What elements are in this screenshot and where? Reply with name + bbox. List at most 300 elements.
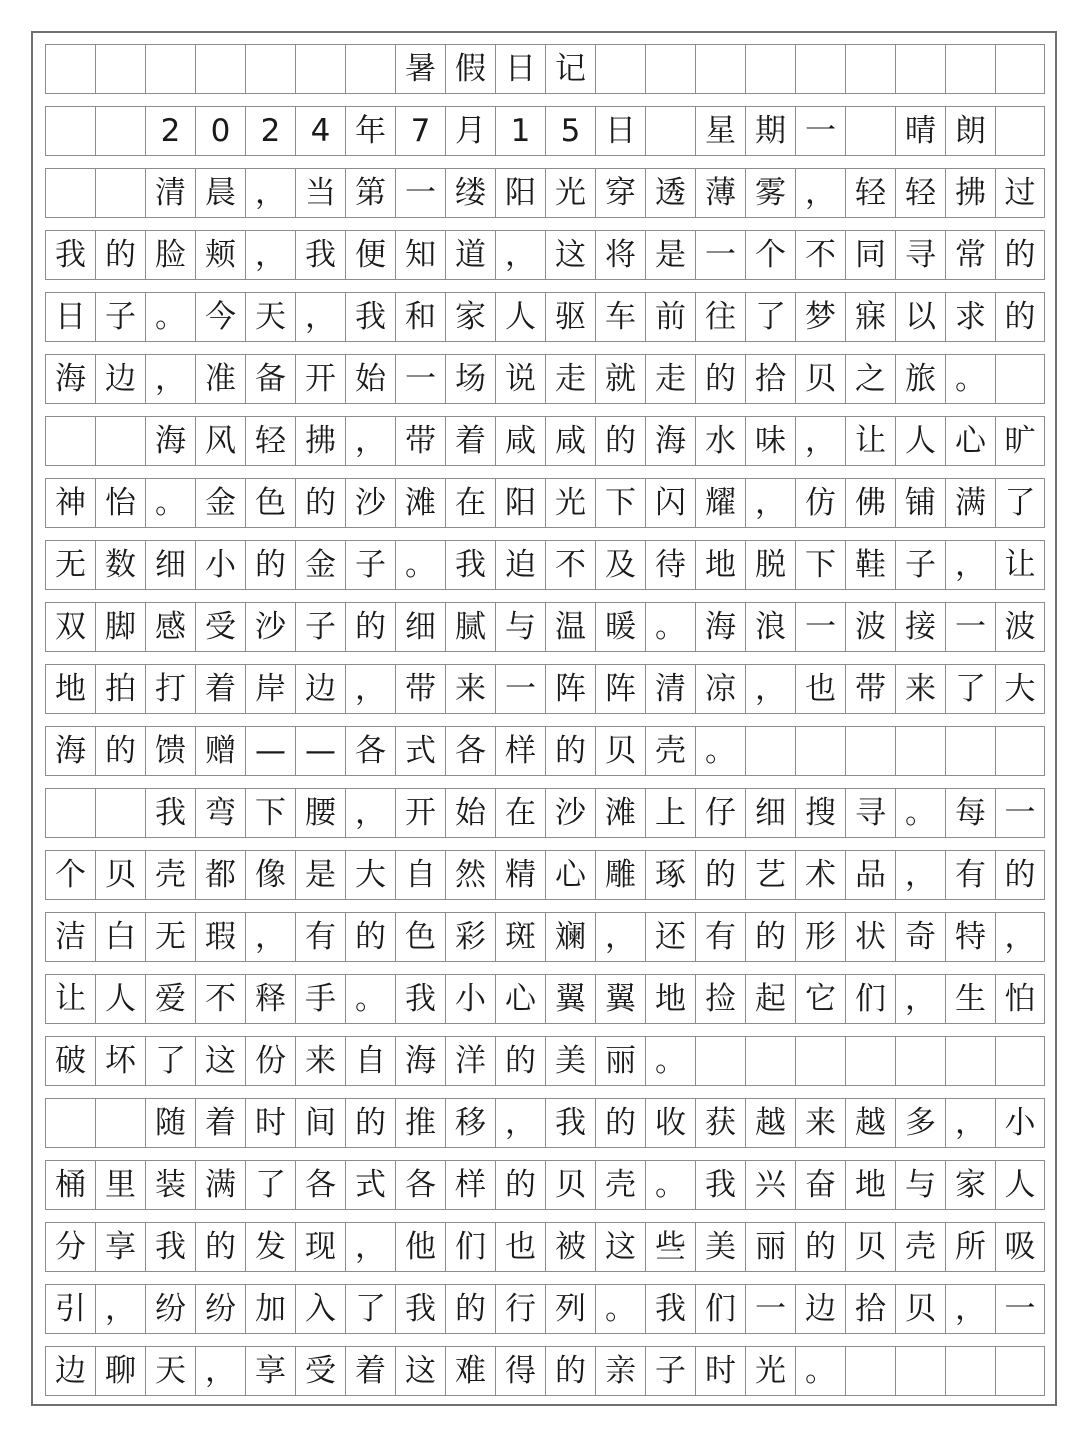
grid-cell: ，: [145, 354, 195, 404]
grid-cell: 了: [995, 478, 1045, 528]
grid-cell: 之: [845, 354, 895, 404]
grid-cell: 样: [495, 726, 545, 776]
grid-cell: ，: [795, 168, 845, 218]
grid-cell: 凉: [695, 664, 745, 714]
grid-cell: [995, 1036, 1045, 1086]
grid-cell: 发: [245, 1222, 295, 1272]
grid-cell: 家: [445, 292, 495, 342]
grid-row: [45, 44, 1045, 94]
grid-cell: 人: [895, 416, 945, 466]
grid-cell: 年: [345, 106, 395, 156]
grid-cell: 波: [995, 602, 1045, 652]
grid-cell: 腰: [295, 788, 345, 838]
grid-cell: [895, 1036, 945, 1086]
grid-cell: 各: [295, 1160, 345, 1210]
grid-cell: ，: [95, 1284, 145, 1334]
grid-cell: [95, 106, 145, 156]
grid-cell: 咸: [495, 416, 545, 466]
grid-cell: 暖: [595, 602, 645, 652]
grid-cell: 5: [545, 106, 595, 156]
grid-cell: 颊: [195, 230, 245, 280]
grid-cell: 闪: [645, 478, 695, 528]
grid-cell: 细: [745, 788, 795, 838]
grid-cell: ，: [495, 1098, 545, 1148]
grid-cell: 寻: [895, 230, 945, 280]
grid-cell: 接: [895, 602, 945, 652]
grid-cell: 的: [545, 726, 595, 776]
grid-cell: 翼: [595, 974, 645, 1024]
grid-cell: 美: [545, 1036, 595, 1086]
grid-cell: 自: [345, 1036, 395, 1086]
grid-cell: [945, 726, 995, 776]
grid-cell: 状: [845, 912, 895, 962]
grid-cell: [45, 1098, 95, 1148]
grid-cell: [245, 44, 295, 94]
grid-cell: 翼: [545, 974, 595, 1024]
grid-cell: 雕: [595, 850, 645, 900]
grid-cell: 佛: [845, 478, 895, 528]
grid-cell: 子: [895, 540, 945, 590]
grid-cell: 里: [95, 1160, 145, 1210]
grid-cell: 滩: [395, 478, 445, 528]
grid-cell: 还: [645, 912, 695, 962]
grid-cell: 轻: [245, 416, 295, 466]
grid-cell: 道: [445, 230, 495, 280]
grid-cell: 常: [945, 230, 995, 280]
grid-cell: 我: [395, 1284, 445, 1334]
grid-cell: [745, 44, 795, 94]
grid-cell: 地: [645, 974, 695, 1024]
grid-cell: 色: [395, 912, 445, 962]
grid-cell: 难: [445, 1346, 495, 1396]
grid-cell: 引: [45, 1284, 95, 1334]
grid-cell: 的: [995, 850, 1045, 900]
grid-cell: 双: [45, 602, 95, 652]
grid-cell: 人: [95, 974, 145, 1024]
grid-cell: 这: [545, 230, 595, 280]
grid-cell: 待: [645, 540, 695, 590]
grid-cell: 现: [295, 1222, 345, 1272]
grid-cell: 鞋: [845, 540, 895, 590]
grid-cell: 。: [895, 788, 945, 838]
grid-cell: 受: [195, 602, 245, 652]
grid-cell: 的: [245, 540, 295, 590]
grid-row: [45, 292, 1045, 342]
grid-cell: 一: [495, 664, 545, 714]
grid-cell: 式: [395, 726, 445, 776]
grid-cell: ，: [745, 478, 795, 528]
grid-cell: 轻: [895, 168, 945, 218]
grid-row: [45, 1346, 1045, 1396]
grid-cell: 我: [545, 1098, 595, 1148]
grid-cell: 间: [295, 1098, 345, 1148]
grid-cell: 地: [845, 1160, 895, 1210]
grid-cell: 丽: [745, 1222, 795, 1272]
grid-cell: 精: [495, 850, 545, 900]
grid-cell: 。: [695, 726, 745, 776]
grid-cell: 风: [195, 416, 245, 466]
grid-cell: 些: [645, 1222, 695, 1272]
grid-cell: 始: [345, 354, 395, 404]
grid-row: [45, 1284, 1045, 1334]
grid-cell: 一: [995, 1284, 1045, 1334]
grid-cell: 们: [695, 1284, 745, 1334]
writing-paper: [31, 31, 1057, 1406]
grid-cell: 贝: [595, 726, 645, 776]
grid-cell: 移: [445, 1098, 495, 1148]
grid-cell: 小: [195, 540, 245, 590]
grid-cell: 前: [645, 292, 695, 342]
grid-cell: 每: [945, 788, 995, 838]
grid-cell: 们: [845, 974, 895, 1024]
grid-cell: 光: [745, 1346, 795, 1396]
grid-cell: 。: [595, 1284, 645, 1334]
grid-cell: 一: [745, 1284, 795, 1334]
grid-cell: 弯: [195, 788, 245, 838]
grid-cell: 1: [495, 106, 545, 156]
grid-cell: 各: [445, 726, 495, 776]
grid-cell: 我: [345, 292, 395, 342]
grid-cell: —: [295, 726, 345, 776]
grid-cell: [95, 416, 145, 466]
grid-cell: 岸: [245, 664, 295, 714]
grid-cell: 色: [245, 478, 295, 528]
grid-cell: 在: [495, 788, 545, 838]
grid-cell: 细: [145, 540, 195, 590]
grid-cell: 感: [145, 602, 195, 652]
grid-cell: ，: [895, 850, 945, 900]
grid-cell: 同: [845, 230, 895, 280]
grid-cell: 上: [645, 788, 695, 838]
grid-cell: —: [245, 726, 295, 776]
grid-cell: 波: [845, 602, 895, 652]
grid-cell: 的: [745, 912, 795, 962]
grid-cell: 加: [245, 1284, 295, 1334]
grid-cell: 朗: [945, 106, 995, 156]
grid-cell: [895, 44, 945, 94]
grid-cell: 。: [645, 602, 695, 652]
grid-cell: 列: [545, 1284, 595, 1334]
grid-cell: 小: [995, 1098, 1045, 1148]
grid-cell: 地: [45, 664, 95, 714]
grid-cell: 无: [45, 540, 95, 590]
grid-cell: 奇: [895, 912, 945, 962]
grid-cell: 当: [295, 168, 345, 218]
grid-cell: [795, 1036, 845, 1086]
grid-cell: 也: [495, 1222, 545, 1272]
grid-cell: 7: [395, 106, 445, 156]
grid-cell: 求: [945, 292, 995, 342]
grid-cell: 贝: [545, 1160, 595, 1210]
grid-cell: 期: [745, 106, 795, 156]
grid-cell: 海: [45, 354, 95, 404]
grid-cell: 怡: [95, 478, 145, 528]
grid-cell: 旷: [995, 416, 1045, 466]
grid-cell: 桶: [45, 1160, 95, 1210]
grid-row: [45, 850, 1045, 900]
grid-row: [45, 106, 1045, 156]
grid-cell: 旅: [895, 354, 945, 404]
grid-cell: 我: [395, 974, 445, 1024]
grid-cell: 分: [45, 1222, 95, 1272]
grid-cell: 金: [195, 478, 245, 528]
grid-cell: 天: [145, 1346, 195, 1396]
grid-cell: 的: [295, 478, 345, 528]
grid-cell: 铺: [895, 478, 945, 528]
grid-cell: 品: [845, 850, 895, 900]
grid-cell: 知: [395, 230, 445, 280]
grid-cell: 细: [395, 602, 445, 652]
grid-cell: 贝: [845, 1222, 895, 1272]
grid-cell: ，: [495, 230, 545, 280]
grid-cell: 各: [395, 1160, 445, 1210]
grid-cell: 的: [345, 602, 395, 652]
grid-cell: 我: [45, 230, 95, 280]
grid-cell: ，: [945, 1284, 995, 1334]
grid-cell: 琢: [645, 850, 695, 900]
grid-cell: ，: [345, 788, 395, 838]
grid-cell: 的: [445, 1284, 495, 1334]
grid-cell: 地: [695, 540, 745, 590]
grid-cell: 生: [945, 974, 995, 1024]
grid-cell: 亲: [595, 1346, 645, 1396]
grid-cell: 阵: [545, 664, 595, 714]
grid-cell: 带: [395, 416, 445, 466]
grid-cell: [145, 44, 195, 94]
grid-cell: 让: [995, 540, 1045, 590]
grid-row: [45, 912, 1045, 962]
grid-cell: 及: [595, 540, 645, 590]
grid-cell: 获: [695, 1098, 745, 1148]
grid-cell: 以: [895, 292, 945, 342]
grid-cell: 子: [645, 1346, 695, 1396]
grid-cell: 光: [545, 478, 595, 528]
grid-cell: 。: [945, 354, 995, 404]
grid-cell: 打: [145, 664, 195, 714]
grid-cell: 我: [445, 540, 495, 590]
grid-cell: 日: [45, 292, 95, 342]
grid-cell: 有: [295, 912, 345, 962]
grid-cell: 小: [445, 974, 495, 1024]
grid-cell: [845, 1036, 895, 1086]
grid-cell: 日: [495, 44, 545, 94]
grid-cell: 清: [645, 664, 695, 714]
grid-cell: 随: [145, 1098, 195, 1148]
grid-cell: 的: [95, 230, 145, 280]
grid-cell: 着: [195, 1098, 245, 1148]
grid-cell: 海: [645, 416, 695, 466]
grid-cell: 贝: [95, 850, 145, 900]
grid-cell: 月: [445, 106, 495, 156]
grid-cell: 记: [545, 44, 595, 94]
grid-cell: 个: [745, 230, 795, 280]
grid-cell: 下: [245, 788, 295, 838]
grid-cell: 推: [395, 1098, 445, 1148]
grid-cell: 心: [495, 974, 545, 1024]
grid-cell: ，: [195, 1346, 245, 1396]
grid-cell: 壳: [645, 726, 695, 776]
grid-cell: [845, 44, 895, 94]
grid-cell: 驱: [545, 292, 595, 342]
grid-row: [45, 664, 1045, 714]
grid-cell: 兴: [745, 1160, 795, 1210]
grid-cell: 沙: [345, 478, 395, 528]
grid-cell: 的: [595, 416, 645, 466]
grid-cell: 水: [695, 416, 745, 466]
grid-cell: 一: [695, 230, 745, 280]
grid-cell: 贝: [895, 1284, 945, 1334]
grid-row: [45, 974, 1045, 1024]
grid-cell: 多: [895, 1098, 945, 1148]
grid-cell: 了: [345, 1284, 395, 1334]
grid-cell: ，: [595, 912, 645, 962]
grid-cell: ，: [995, 912, 1045, 962]
grid-cell: [95, 1098, 145, 1148]
grid-cell: 清: [145, 168, 195, 218]
grid-cell: 仔: [695, 788, 745, 838]
grid-cell: 耀: [695, 478, 745, 528]
grid-cell: 所: [945, 1222, 995, 1272]
grid-cell: 薄: [695, 168, 745, 218]
grid-cell: 被: [545, 1222, 595, 1272]
grid-cell: [695, 1036, 745, 1086]
grid-cell: 一: [395, 168, 445, 218]
grid-cell: [45, 416, 95, 466]
grid-cell: 脱: [745, 540, 795, 590]
grid-cell: 让: [45, 974, 95, 1024]
grid-cell: 时: [695, 1346, 745, 1396]
grid-cell: ，: [895, 974, 945, 1024]
grid-cell: 晴: [895, 106, 945, 156]
grid-cell: [995, 1346, 1045, 1396]
grid-cell: 轻: [845, 168, 895, 218]
grid-cell: 一: [795, 602, 845, 652]
grid-cell: ，: [345, 1222, 395, 1272]
grid-cell: 。: [345, 974, 395, 1024]
grid-cell: [945, 1036, 995, 1086]
grid-cell: 星: [695, 106, 745, 156]
grid-cell: 大: [995, 664, 1045, 714]
grid-cell: [345, 44, 395, 94]
grid-cell: 海: [695, 602, 745, 652]
grid-cell: ，: [295, 292, 345, 342]
grid-cell: 梦: [795, 292, 845, 342]
grid-cell: 破: [45, 1036, 95, 1086]
grid-cell: ，: [345, 416, 395, 466]
grid-cell: 来: [295, 1036, 345, 1086]
grid-cell: 时: [245, 1098, 295, 1148]
grid-cell: [845, 106, 895, 156]
grid-cell: 过: [995, 168, 1045, 218]
grid-cell: 子: [95, 292, 145, 342]
grid-cell: 斓: [545, 912, 595, 962]
grid-cell: 是: [645, 230, 695, 280]
grid-cell: 腻: [445, 602, 495, 652]
grid-cell: 的: [995, 230, 1045, 280]
grid-cell: 今: [195, 292, 245, 342]
grid-cell: 。: [645, 1036, 695, 1086]
grid-cell: 。: [145, 292, 195, 342]
grid-cell: 将: [595, 230, 645, 280]
grid-cell: 样: [445, 1160, 495, 1210]
grid-cell: 滩: [595, 788, 645, 838]
grid-cell: 搜: [795, 788, 845, 838]
grid-cell: 馈: [145, 726, 195, 776]
grid-cell: 享: [245, 1346, 295, 1396]
grid-cell: 阳: [495, 168, 545, 218]
grid-cell: [945, 1346, 995, 1396]
grid-cell: 脚: [95, 602, 145, 652]
grid-cell: ，: [945, 540, 995, 590]
grid-cell: [295, 44, 345, 94]
grid-cell: 受: [295, 1346, 345, 1396]
grid-cell: 开: [395, 788, 445, 838]
grid-cell: [45, 788, 95, 838]
grid-cell: 爱: [145, 974, 195, 1024]
grid-cell: 准: [195, 354, 245, 404]
grid-cell: 也: [795, 664, 845, 714]
grid-cell: 仿: [795, 478, 845, 528]
grid-cell: [995, 44, 1045, 94]
grid-cell: 不: [195, 974, 245, 1024]
grid-cell: 坏: [95, 1036, 145, 1086]
grid-cell: 艺: [745, 850, 795, 900]
grid-cell: 的: [695, 354, 745, 404]
grid-cell: 海: [45, 726, 95, 776]
grid-cell: 这: [195, 1036, 245, 1086]
grid-cell: 收: [645, 1098, 695, 1148]
grid-cell: 起: [745, 974, 795, 1024]
grid-cell: ，: [245, 168, 295, 218]
grid-cell: [745, 1036, 795, 1086]
grid-cell: 沙: [545, 788, 595, 838]
grid-cell: [895, 1346, 945, 1396]
grid-cell: 说: [495, 354, 545, 404]
grid-cell: 拂: [945, 168, 995, 218]
grid-row: [45, 478, 1045, 528]
grid-cell: 就: [595, 354, 645, 404]
grid-cell: ，: [795, 416, 845, 466]
grid-cell: 与: [495, 602, 545, 652]
grid-cell: 不: [545, 540, 595, 590]
grid-cell: 心: [545, 850, 595, 900]
grid-cell: 开: [295, 354, 345, 404]
grid-cell: ，: [345, 664, 395, 714]
grid-cell: 这: [595, 1222, 645, 1272]
grid-cell: ，: [945, 1098, 995, 1148]
grid-cell: [795, 726, 845, 776]
grid-cell: 捡: [695, 974, 745, 1024]
grid-cell: 脸: [145, 230, 195, 280]
grid-cell: 聊: [95, 1346, 145, 1396]
grid-cell: [45, 44, 95, 94]
grid-cell: 享: [95, 1222, 145, 1272]
grid-cell: 彩: [445, 912, 495, 962]
grid-cell: 壳: [595, 1160, 645, 1210]
grid-cell: 丽: [595, 1036, 645, 1086]
grid-cell: 的: [795, 1222, 845, 1272]
grid-cell: 形: [795, 912, 845, 962]
grid-cell: 2: [245, 106, 295, 156]
grid-cell: 着: [195, 664, 245, 714]
grid-cell: 术: [795, 850, 845, 900]
grid-cell: 的: [495, 1036, 545, 1086]
grid-cell: 了: [145, 1036, 195, 1086]
grid-cell: [995, 354, 1045, 404]
grid-cell: 来: [445, 664, 495, 714]
grid-cell: 怕: [995, 974, 1045, 1024]
grid-cell: 的: [345, 1098, 395, 1148]
